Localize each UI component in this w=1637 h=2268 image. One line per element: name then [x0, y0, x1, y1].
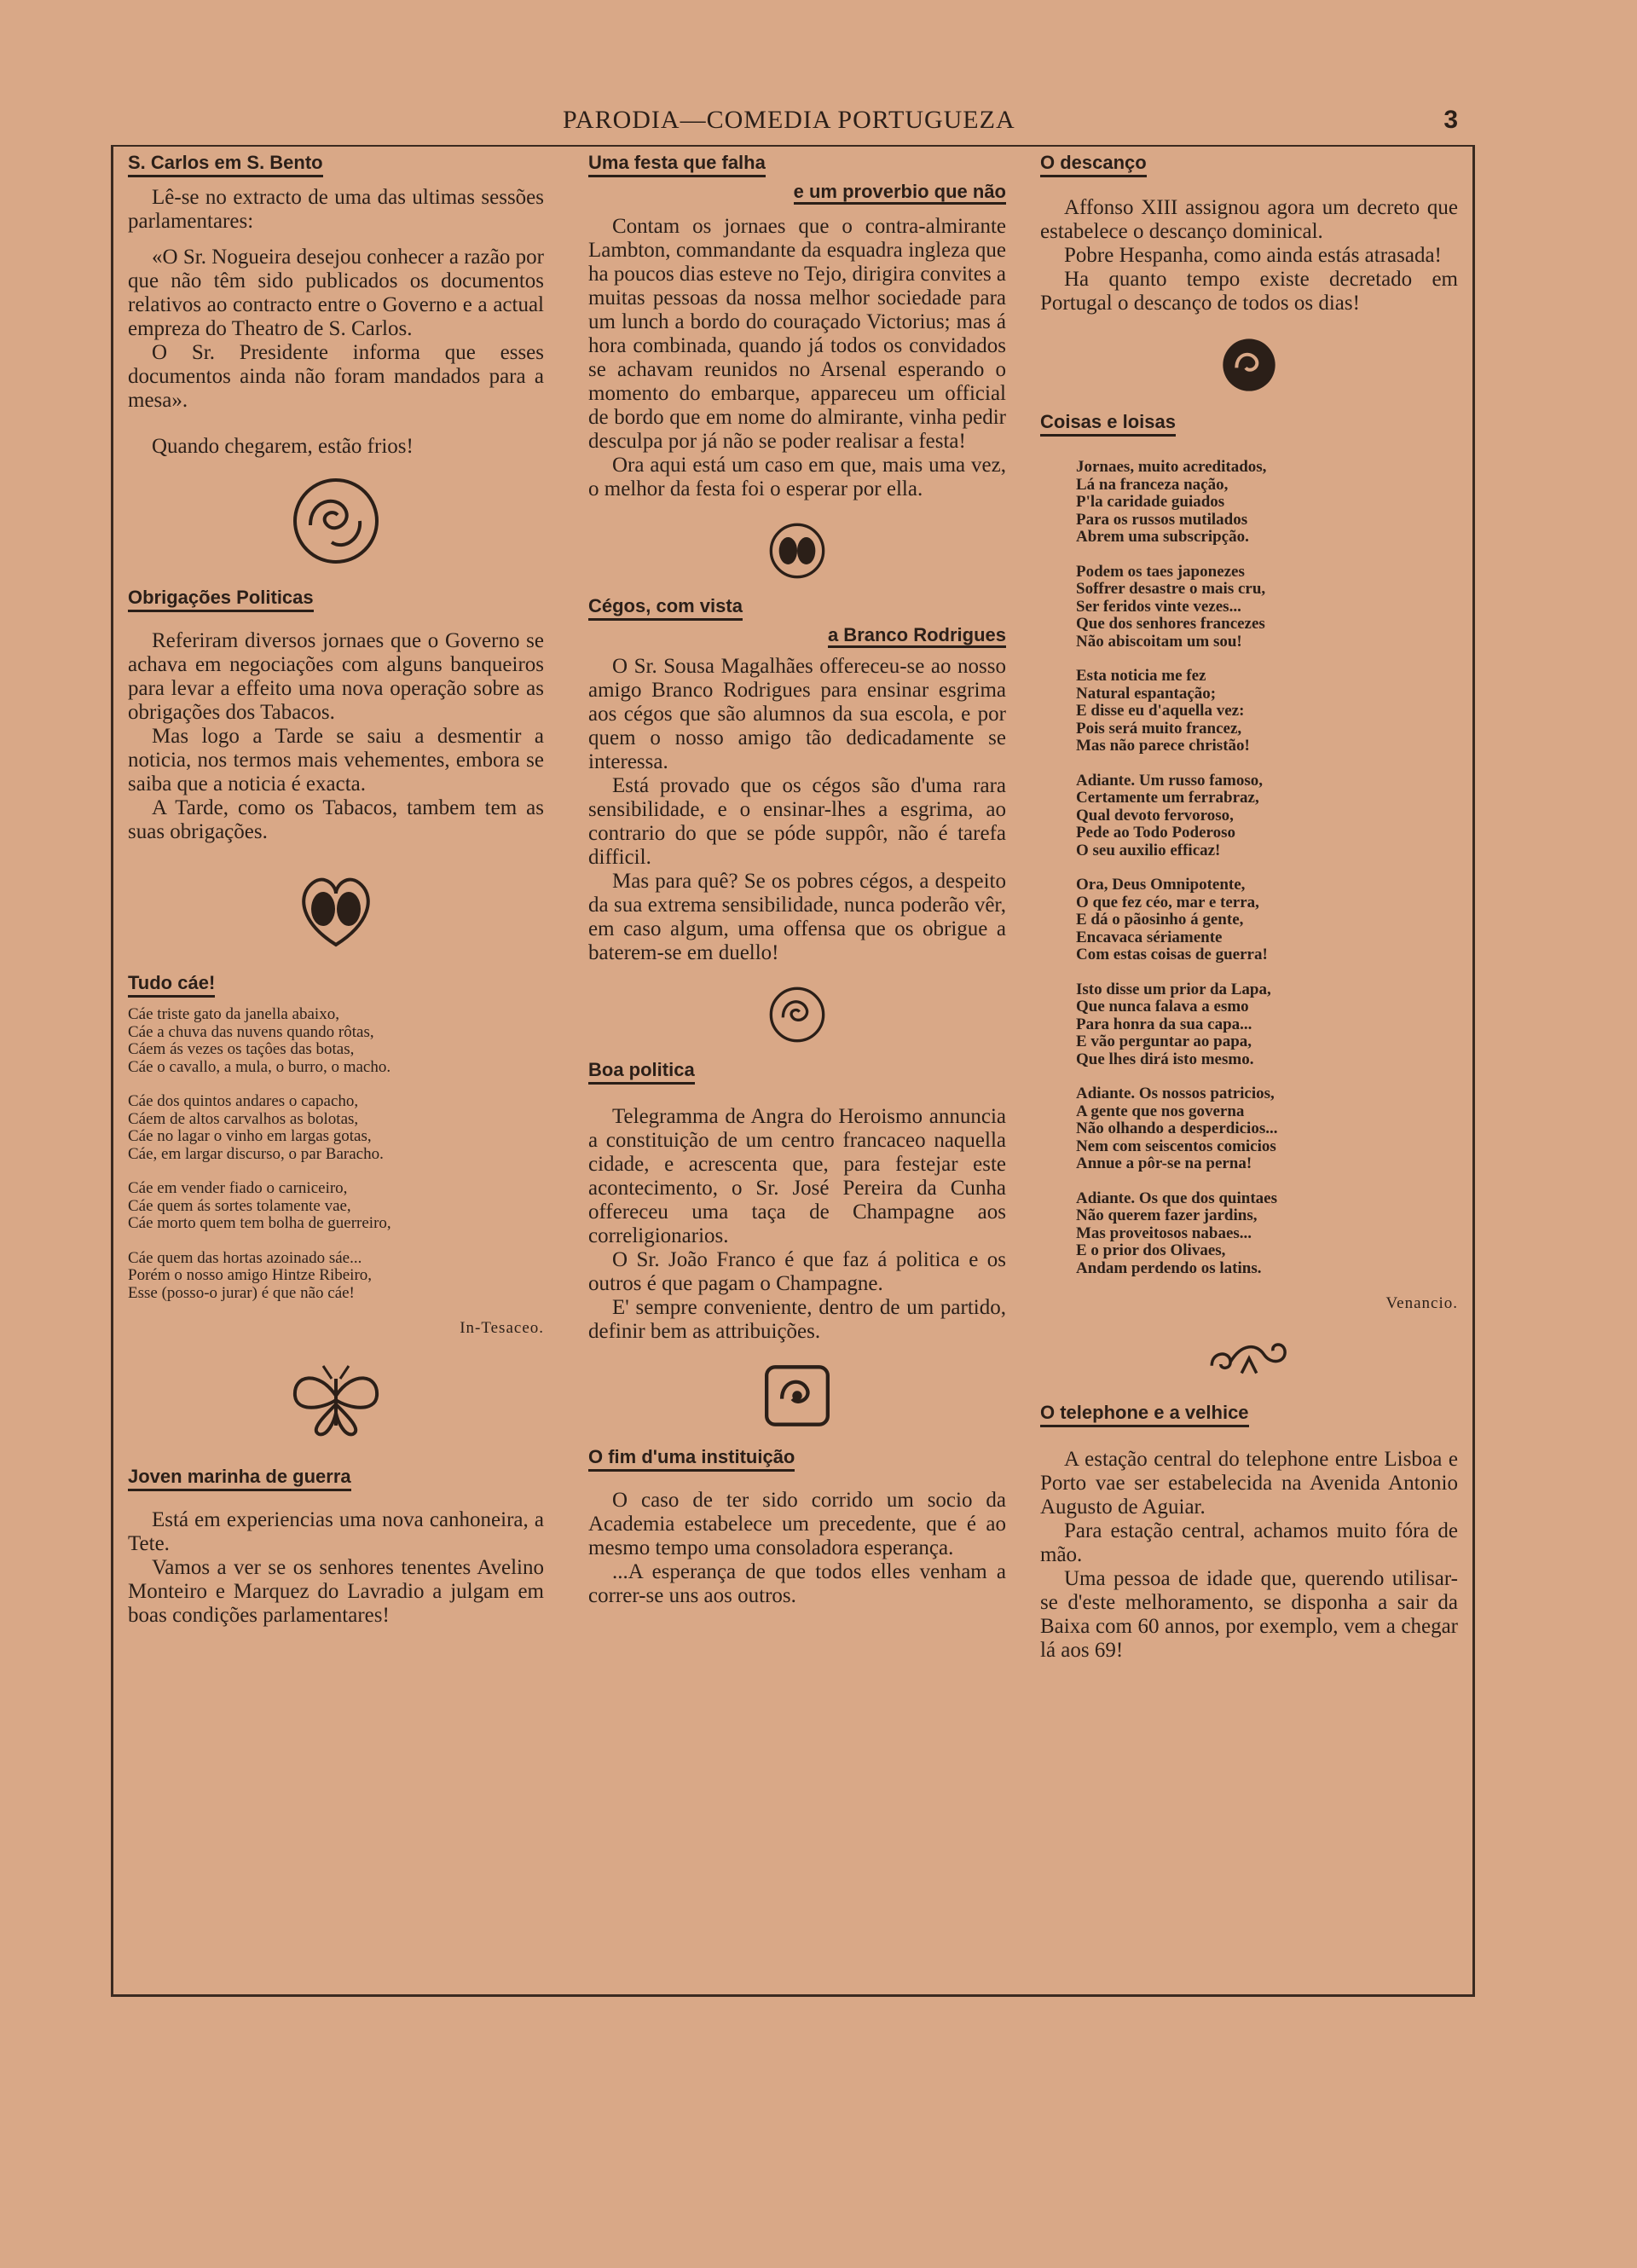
paragraph: Affonso XIII assignou agora um decreto que estabelece o descanço dominical.	[1040, 196, 1458, 243]
verse-line: Não abiscoitam um sou!	[1076, 632, 1242, 651]
verse-line: Natural espantação;	[1076, 684, 1217, 703]
verse-line: Nem com seiscentos comicios	[1076, 1137, 1276, 1155]
floral-ornament-icon	[285, 474, 387, 568]
paragraph: Uma pessoa de idade que, querendo utilisar-se d'este melhoramento, se disponha a sair da Baixa com 60 annos, por exemplo, vem a chegar lá aos 69!	[1040, 1567, 1458, 1662]
stanza	[128, 1093, 544, 1163]
verse-line: O seu auxilio efficaz!	[1076, 841, 1221, 859]
paragraph: A Tarde, como os Tabacos, tambem tem as suas obrigações.	[128, 796, 544, 843]
column-center	[588, 152, 1006, 1997]
article-coisas-loisas	[1040, 411, 1458, 1313]
paragraph: O Sr. João Franco é que faz á politica e os outros é que pagam o Champagne.	[588, 1248, 1006, 1295]
article-joven-marinha	[128, 1466, 544, 1628]
article-fim-instituicao	[588, 1446, 1006, 1608]
paragraph: Ha quanto tempo existe decretado em Portugal o descanço de todos os dias!	[1040, 268, 1458, 315]
article-festa	[588, 152, 1006, 501]
column-right	[1040, 152, 1458, 1997]
paragraph: Ora aqui está um caso em que, mais uma vez, o melhor da festa foi o esperar por ella.	[588, 454, 1006, 500]
paragraph: E' sempre conveniente, dentro de um partido, definir bem as attribuições.	[588, 1296, 1006, 1343]
verse-line: Isto disse um prior da Lapa,	[1076, 980, 1271, 998]
heart-ornament-icon	[285, 859, 387, 953]
verse-line: Abrem uma subscripção.	[1076, 528, 1249, 546]
verse-line: Cáe triste gato da janella abaixo,	[128, 1005, 339, 1023]
verse-line: Cáem de altos carvalhos as bolotas,	[128, 1109, 359, 1128]
verse-line: Para os russos mutilados	[1076, 510, 1248, 529]
subheadline-text: e um proverbio que não	[794, 181, 1006, 205]
verse-line: Adiante. Os nossos patricios,	[1076, 1085, 1275, 1102]
verse-line: Podem os taes japonezes	[1076, 562, 1245, 581]
article-obrigacoes	[128, 587, 544, 844]
paragraph: ...A esperança de que todos elles venham a correr-se uns aos outros.	[588, 1560, 1006, 1607]
verse-line: Soffrer desastre o mais cru,	[1076, 580, 1266, 598]
paragraph: O Sr. Presidente informa que esses documentos ainda não foram mandados para a mesa».	[128, 341, 544, 412]
verse-line: Lá na franceza nação,	[1076, 475, 1229, 494]
headline: Tudo cáe!	[128, 972, 215, 998]
stanza	[1040, 877, 1458, 964]
headline: Obrigações Politicas	[128, 587, 314, 612]
verse-line: Jornaes, muito acreditados,	[1076, 458, 1267, 476]
verse-line: Ora, Deus Omnipotente,	[1076, 876, 1246, 894]
verse-line: Encavaca sériamente	[1076, 928, 1223, 946]
verse-line: Que lhes dirá isto mesmo.	[1076, 1050, 1254, 1068]
verse-line: E dá o pãosinho á gente,	[1076, 911, 1244, 929]
floral-ornament-icon	[763, 981, 831, 1049]
page-number: 3	[1443, 106, 1458, 134]
verse-line: Cáe em vender fiado o carniceiro,	[128, 1179, 348, 1197]
stanza	[128, 1006, 544, 1076]
paragraph: Referiram diversos jornaes que o Governo se achava em negociações com alguns banqueiros para levar a effeito uma nova operação sobre as obrigações dos Tabacos.	[128, 629, 544, 724]
verse-line: Annue a pôr-se na perna!	[1076, 1154, 1252, 1172]
paragraph: Lê-se no extracto de uma das ultimas sessões parlamentares:	[128, 186, 544, 233]
stanza	[1040, 564, 1458, 651]
paragraph: Pobre Hespanha, como ainda estás atrasada!	[1064, 244, 1442, 267]
stanza	[1040, 459, 1458, 547]
verse-line: Cáe quem das hortas azoinado sáe...	[128, 1248, 362, 1267]
subheadline	[588, 624, 1006, 646]
paragraph: O Sr. Sousa Magalhães offereceu-se ao nosso amigo Branco Rodrigues para ensinar esgrima aos cégos que são alumnos da sua escola, e por quem o nosso amigo tão dedicadamente se interessa.	[588, 655, 1006, 773]
verse-line: Adiante. Um russo famoso,	[1076, 771, 1264, 790]
verse-line: O que fez céo, mar e terra,	[1076, 893, 1259, 911]
headline: O telephone e a velhice	[1040, 1402, 1249, 1427]
scroll-ornament-icon	[1202, 1328, 1296, 1388]
verse-line: Esse (posso-o jurar) é que não cáe!	[128, 1283, 355, 1302]
stanza	[1040, 1190, 1458, 1278]
headline: Coisas e loisas	[1040, 411, 1176, 437]
verse-line: Não querem fazer jardins,	[1076, 1206, 1258, 1224]
verse-line: E vão perguntar ao papa,	[1076, 1033, 1252, 1050]
paragraph: Vamos a ver se os senhores tenentes Avelino Monteiro e Marquez do Lavradio a julgam em boas condições parlamentares!	[128, 1556, 544, 1627]
paragraph: A estação central do telephone entre Lisboa e Porto vae ser estabelecida na Avenida Antonio Augusto de Aguiar.	[1040, 1448, 1458, 1519]
article-tudo-cae	[128, 972, 544, 1338]
verse-line: Com estas coisas de guerra!	[1076, 946, 1268, 963]
paragraph: Para estação central, achamos muito fóra de mão.	[1040, 1519, 1458, 1566]
paragraph: Está provado que os cégos são d'uma rara sensibilidade, e o ensinar-lhes a esgrima, ao contrario do que se póde suppôr, não é tarefa difficil.	[588, 774, 1006, 869]
verse-line: Esta noticia me fez	[1076, 667, 1206, 685]
verse-line: Cáe dos quintos andares o capacho,	[128, 1092, 359, 1110]
verse-line: Certamente um ferrabraz,	[1076, 789, 1259, 807]
paragraph: Telegramma de Angra do Heroismo annuncia a constituição de um centro francaceo naquella cidade, e acrescenta que, para festejar este acontecimento, o Sr. José Pereira da Cunha offereceu uma taça de Champagne aos correligionarios.	[588, 1105, 1006, 1247]
butterfly-ornament-icon	[285, 1353, 387, 1447]
verse-line: Cáe o cavallo, a mula, o burro, o macho.	[128, 1057, 391, 1076]
stanza	[1040, 772, 1458, 860]
square-ornament-icon	[761, 1359, 834, 1432]
headline: Joven marinha de guerra	[128, 1466, 351, 1491]
headline: S. Carlos em S. Bento	[128, 152, 323, 177]
stanza	[128, 1180, 544, 1233]
verse-line: Pede ao Todo Poderoso	[1076, 824, 1236, 842]
floral-ornament-icon	[1215, 331, 1283, 399]
verse-line: Ser feridos vinte vezes...	[1076, 597, 1241, 616]
verse-line: Porém o nosso amigo Hintze Ribeiro,	[128, 1266, 373, 1284]
verse-line: Para honra da sua capa...	[1076, 1015, 1252, 1033]
article-cegos	[588, 595, 1006, 965]
headline: Boa politica	[588, 1059, 695, 1085]
article-boa-politica	[588, 1059, 1006, 1344]
verse-line: Mas não parece christão!	[1076, 737, 1250, 755]
verse-line: Cáem ás vezes os taçôes das botas,	[128, 1040, 355, 1058]
verse-line: Não olhando a desperdicios...	[1076, 1120, 1278, 1137]
verse-line: E o prior dos Olivaes,	[1076, 1241, 1226, 1259]
stanza	[1040, 1085, 1458, 1173]
headline: O descanço	[1040, 152, 1147, 177]
subheadline-text: a Branco Rodrigues	[828, 624, 1006, 648]
verse-line: Andam perdendo os latins.	[1076, 1258, 1262, 1277]
page-header	[111, 106, 1475, 140]
verse-line: A gente que nos governa	[1076, 1102, 1245, 1120]
heart-ornament-icon	[763, 517, 831, 585]
headline: Uma festa que falha	[588, 152, 766, 177]
paragraph: Está em experiencias uma nova canhoneira, a Tete.	[128, 1508, 544, 1555]
subheadline	[588, 181, 1006, 203]
article-s-carlos	[128, 152, 544, 459]
column-left	[128, 152, 544, 1997]
verse-line: Mas proveitosos nabaes...	[1076, 1224, 1252, 1242]
verse-line: P'la caridade guiados	[1076, 493, 1225, 511]
stanza	[1040, 981, 1458, 1069]
verse-line: E disse eu d'aquella vez:	[1076, 702, 1245, 720]
paragraph: O caso de ter sido corrido um socio da Academia estabelece um precedente, que é ao mesmo tempo uma consoladora esperança.	[588, 1489, 1006, 1559]
article-descanco	[1040, 152, 1458, 315]
headline: O fim d'uma instituição	[588, 1446, 795, 1472]
article-telephone	[1040, 1402, 1458, 1663]
paragraph: Mas para quê? Se os pobres cégos, a despeito da sua extrema sensibilidade, nunca poderão vêr, em caso algum, uma offensa que os obrigue a baterem-se em duello!	[588, 870, 1006, 964]
verse-line: Cáe morto quem tem bolha de guerreiro,	[128, 1214, 391, 1232]
stanza	[128, 1250, 544, 1303]
verse-line: Cáe no lagar o vinho em largas gotas,	[128, 1127, 372, 1145]
paragraph: Contam os jornaes que o contra-almirante Lambton, commandante da esquadra ingleza que ha poucos dias esteve no Tejo, dirigira convites a muitas pessoas da nossa melhor sociedade para um lunch a bordo do couraçado Victorius; mas á hora combinada, quando já todos os convidados se achavam reunidos no Arsenal esperando o momento do embarque, appareceu um official de bordo que em nome do almirante, vinha pedir desculpa por já não se poder realisar a festa!	[588, 215, 1007, 453]
paragraph: Mas logo a Tarde se saiu a desmentir a noticia, nos termos mais vehementes, embora se saiba que a noticia é exacta.	[128, 725, 544, 796]
verse-line: Cáe quem ás sortes tolamente vae,	[128, 1196, 351, 1215]
stanza	[1040, 668, 1458, 755]
paragraph: Quando chegarem, estão frios!	[152, 435, 414, 458]
author-signature: In-Tesaceo.	[460, 1319, 544, 1337]
paragraph: «O Sr. Nogueira desejou conhecer a razão por que não têm sido publicados os documentos relativos ao contracto entre o Governo e a actual empreza do Theatro de S. Carlos.	[128, 246, 544, 340]
author-signature: Venancio.	[1385, 1294, 1458, 1312]
headline: Cégos, com vista	[588, 595, 743, 621]
verse-line: Que dos senhores francezes	[1076, 615, 1265, 633]
verse-line: Pois será muito francez,	[1076, 719, 1242, 738]
verse-line: Qual devoto fervoroso,	[1076, 806, 1234, 824]
running-title: PARODIA—COMEDIA PORTUGUEZA	[563, 106, 1015, 134]
verse-line: Adiante. Os que dos quintaes	[1076, 1189, 1277, 1207]
verse-line: Cáe, em largar discurso, o par Baracho.	[128, 1144, 384, 1163]
verse-line: Cáe a chuva das nuvens quando rôtas,	[128, 1022, 374, 1041]
verse-line: Que nunca falava a esmo	[1076, 998, 1249, 1015]
